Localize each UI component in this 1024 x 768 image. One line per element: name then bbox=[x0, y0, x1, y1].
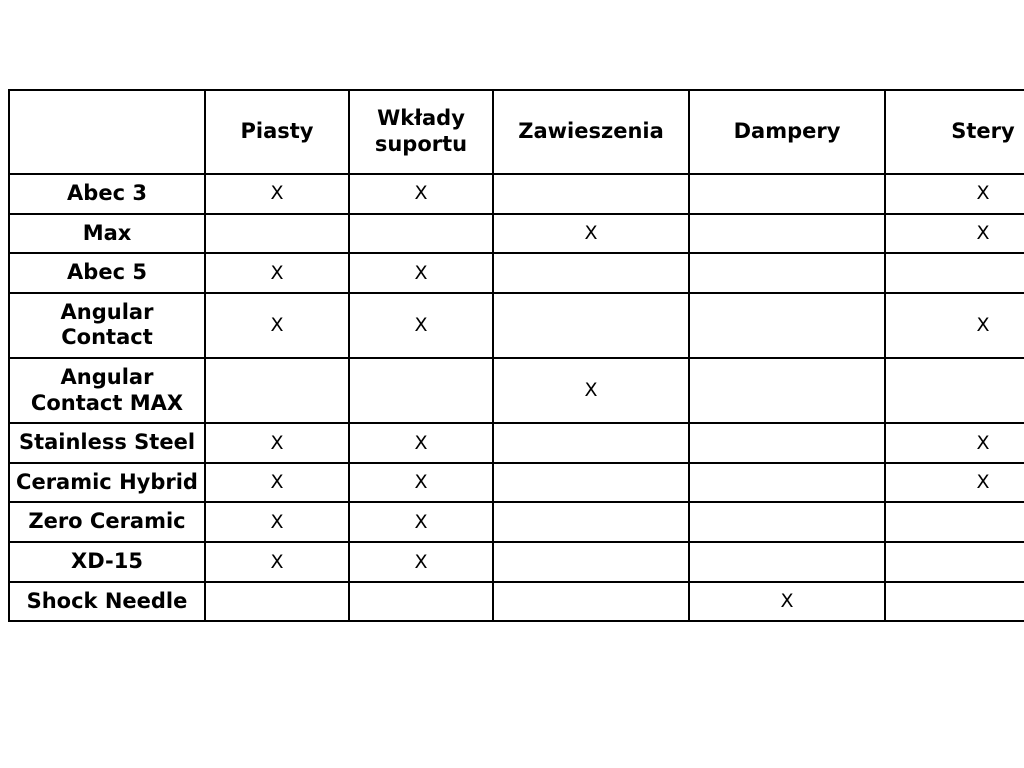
table-cell: X bbox=[493, 358, 689, 423]
table-cell bbox=[493, 463, 689, 503]
table-cell bbox=[689, 174, 885, 214]
table-row bbox=[9, 253, 1024, 293]
table-cell bbox=[493, 253, 689, 293]
table-cell bbox=[689, 502, 885, 542]
table-header bbox=[9, 90, 1024, 174]
table-cell bbox=[885, 582, 1024, 622]
table-cell bbox=[205, 582, 349, 622]
table-cell: X bbox=[349, 174, 493, 214]
table-cell: X bbox=[885, 463, 1024, 503]
row-header: Abec 5 bbox=[9, 253, 205, 293]
table-cell: X bbox=[349, 293, 493, 358]
table-cell bbox=[689, 423, 885, 463]
table-cell bbox=[493, 423, 689, 463]
table-row bbox=[9, 423, 1024, 463]
column-header-wklady-suportu: Wkłady suportu bbox=[349, 90, 493, 174]
row-header: XD-15 bbox=[9, 542, 205, 582]
column-header-dampery: Dampery bbox=[689, 90, 885, 174]
table-cell bbox=[205, 358, 349, 423]
table-cell: X bbox=[349, 423, 493, 463]
table-cell bbox=[689, 293, 885, 358]
row-header: Shock Needle bbox=[9, 582, 205, 622]
table-row bbox=[9, 582, 1024, 622]
table-cell bbox=[689, 358, 885, 423]
table-cell: X bbox=[205, 174, 349, 214]
table-cell bbox=[689, 253, 885, 293]
table-cell bbox=[493, 582, 689, 622]
table-cell: X bbox=[349, 542, 493, 582]
table-cell bbox=[493, 502, 689, 542]
column-header-stery: Stery bbox=[885, 90, 1024, 174]
row-header: Abec 3 bbox=[9, 174, 205, 214]
row-header: Zero Ceramic bbox=[9, 502, 205, 542]
table-cell bbox=[349, 214, 493, 254]
table-cell bbox=[349, 358, 493, 423]
column-header-zawieszenia: Zawieszenia bbox=[493, 90, 689, 174]
table-cell: X bbox=[205, 423, 349, 463]
table-cell: X bbox=[205, 502, 349, 542]
table-cell bbox=[885, 542, 1024, 582]
row-header: Angular Contact bbox=[9, 293, 205, 358]
table-row bbox=[9, 502, 1024, 542]
table-cell: X bbox=[205, 463, 349, 503]
table-cell: X bbox=[885, 293, 1024, 358]
table-cell: X bbox=[493, 214, 689, 254]
corner-cell bbox=[9, 90, 205, 174]
table-cell: X bbox=[205, 542, 349, 582]
table-cell bbox=[205, 214, 349, 254]
table-row bbox=[9, 293, 1024, 358]
table-row bbox=[9, 463, 1024, 503]
bearing-application-table bbox=[8, 89, 1024, 622]
table-cell bbox=[689, 542, 885, 582]
table-cell: X bbox=[205, 293, 349, 358]
row-header: Max bbox=[9, 214, 205, 254]
comparison-matrix bbox=[8, 89, 1016, 622]
table-cell bbox=[493, 293, 689, 358]
table-cell bbox=[885, 358, 1024, 423]
header-row bbox=[9, 90, 1024, 174]
table-cell bbox=[349, 582, 493, 622]
table-cell bbox=[689, 214, 885, 254]
column-header-piasty: Piasty bbox=[205, 90, 349, 174]
row-header: Angular Contact MAX bbox=[9, 358, 205, 423]
table-cell bbox=[885, 253, 1024, 293]
table-cell: X bbox=[349, 253, 493, 293]
table-cell: X bbox=[205, 253, 349, 293]
table-cell: X bbox=[689, 582, 885, 622]
table-cell bbox=[493, 542, 689, 582]
row-header: Stainless Steel bbox=[9, 423, 205, 463]
table-cell bbox=[493, 174, 689, 214]
table-cell bbox=[885, 502, 1024, 542]
table-row bbox=[9, 542, 1024, 582]
row-header: Ceramic Hybrid bbox=[9, 463, 205, 503]
table-row bbox=[9, 358, 1024, 423]
table-cell: X bbox=[885, 214, 1024, 254]
table-cell bbox=[689, 463, 885, 503]
table-cell: X bbox=[885, 423, 1024, 463]
table-cell: X bbox=[885, 174, 1024, 214]
table-cell: X bbox=[349, 463, 493, 503]
table-cell: X bbox=[349, 502, 493, 542]
table-body bbox=[9, 174, 1024, 621]
table-row bbox=[9, 174, 1024, 214]
table-row bbox=[9, 214, 1024, 254]
